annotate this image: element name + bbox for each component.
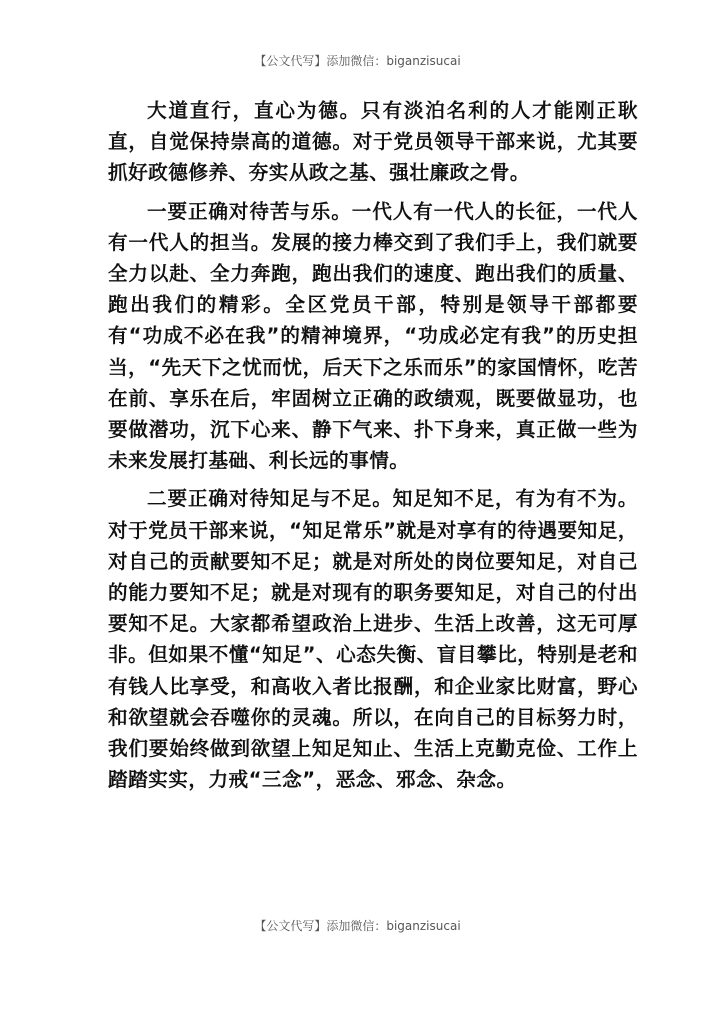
paragraph-2: 一要正确对待苦与乐。一代人有一代人的长征，一代人有一代人的担当。发展的接力棒交到了我们手上，我们就要全力以赴、全力奔跑，跑出我们的速度、跑出我们的质量、跑出我们的精彩。全区党员干部，特别是领导干部都要有“功成不必在我”的精神境界，“功成必定有我”的历史担当，“先天下之忧而忧，后天下之乐而乐”的家国情怀，吃苦在前、享乐在后，牢固树立正确的政绩观，既要做显功，也要做潜功，沉下心来、静下气来、扑下身来，真正做一些为未来发展打基础、利长远的事情。 (108, 199, 638, 473)
document-body (108, 95, 638, 795)
paragraph-1: 大道直行，直心为德。只有淡泊名利的人才能刚正耿直，自觉保持崇高的道德。对于党员领导干部来说，尤其要抓好政德修养、夯实从政之基、强壮廉政之骨。 (108, 99, 638, 185)
header-watermark: 【公文代写】添加微信：biganzisucai (254, 54, 461, 68)
footer-watermark: 【公文代写】添加微信：biganzisucai (254, 919, 461, 933)
paragraph-3: 二要正确对待知足与不足。知足知不足，有为有不为。对于党员干部来说，“知足常乐”就是对享有的待遇要知足，对自己的贡献要知不足；就是对所处的岗位要知足，对自己的能力要知不足；就是对现有的职务要知足，对自己的付出要知不足。大家都希望政治上进步、生活上改善，这无可厚非。但如果不懂“知足”、心态失衡、盲目攀比，特别是老和有钱人比享受，和高收入者比报酬，和企业家比财富，野心和欲望就会吞噬你的灵魂。所以，在向自己的目标努力时，我们要始终做到欲望上知足知止、生活上克勤克俭、工作上踏踏实实，力戒“三念”，恶念、邪念、杂念。 (108, 487, 638, 792)
